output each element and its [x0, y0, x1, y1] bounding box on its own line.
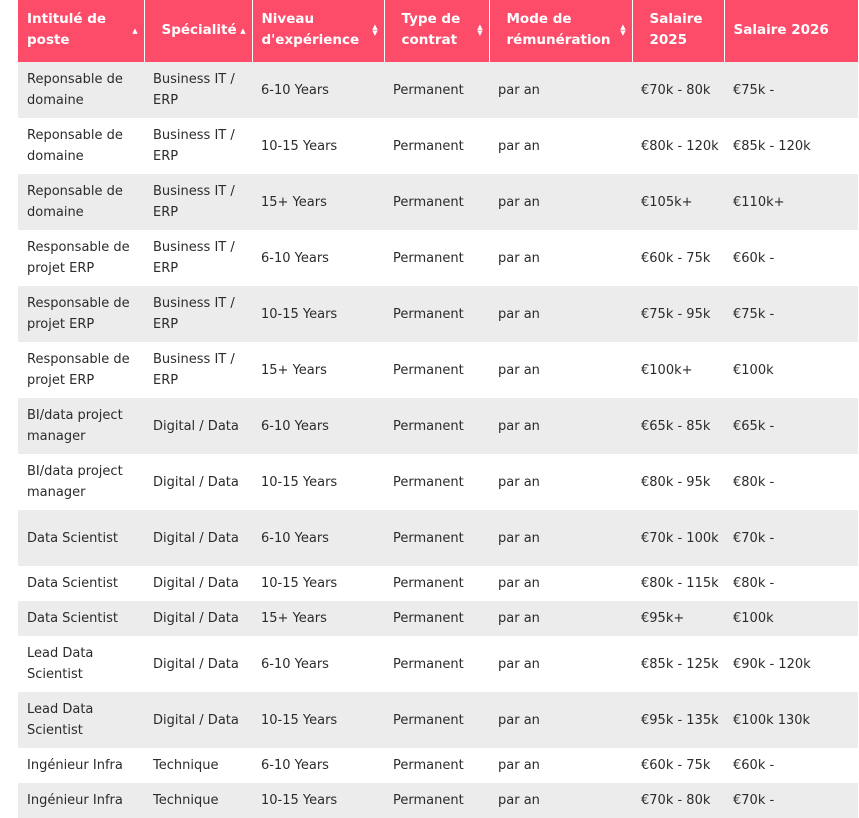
table-row: [18, 62, 858, 118]
cell-experience: 6-10 Years: [252, 748, 384, 783]
cell-job-title: Ingénieur Infra: [18, 748, 144, 783]
column-header-specialty[interactable]: [144, 0, 252, 62]
cell-specialty: Digital / Data: [144, 454, 252, 510]
cell-salary-2025: €100k+: [632, 342, 724, 398]
cell-specialty: Business IT / ERP: [144, 230, 252, 286]
cell-specialty: Digital / Data: [144, 692, 252, 748]
table-row: [18, 398, 858, 454]
cell-salary-2026: €60k -: [724, 230, 858, 286]
cell-experience: 10-15 Years: [252, 118, 384, 174]
cell-salary-2026: €80k -: [724, 454, 858, 510]
table-row: [18, 174, 858, 230]
cell-salary-2025: €85k - 125k: [632, 636, 724, 692]
cell-pay-mode: par an: [489, 636, 632, 692]
cell-experience: 10-15 Years: [252, 692, 384, 748]
cell-salary-2025: €65k - 85k: [632, 398, 724, 454]
cell-job-title: Data Scientist: [18, 566, 144, 601]
header-row: [18, 0, 858, 62]
cell-pay-mode: par an: [489, 398, 632, 454]
cell-pay-mode: par an: [489, 454, 632, 510]
cell-salary-2026: €75k -: [724, 62, 858, 118]
cell-salary-2025: €80k - 115k: [632, 566, 724, 601]
cell-job-title: Reponsable de domaine: [18, 118, 144, 174]
table-row: [18, 692, 858, 748]
table-row: [18, 510, 858, 566]
cell-salary-2025: €70k - 80k: [632, 783, 724, 818]
cell-specialty: Business IT / ERP: [144, 286, 252, 342]
cell-experience: 10-15 Years: [252, 286, 384, 342]
cell-specialty: Digital / Data: [144, 601, 252, 636]
table-row: [18, 636, 858, 692]
column-header-label: Intitulé de poste: [27, 11, 107, 48]
cell-pay-mode: par an: [489, 342, 632, 398]
column-header-label: Mode de rémunération: [506, 11, 611, 48]
sort-ascending-icon[interactable]: ▲: [132, 27, 138, 35]
cell-specialty: Business IT / ERP: [144, 118, 252, 174]
table-row: [18, 601, 858, 636]
column-header-salary-2026[interactable]: [724, 0, 858, 62]
column-header-label: Salaire 2026: [733, 21, 829, 38]
cell-experience: 15+ Years: [252, 174, 384, 230]
cell-job-title: Responsable de projet ERP: [18, 286, 144, 342]
cell-experience: 6-10 Years: [252, 510, 384, 566]
cell-job-title: Lead Data Scientist: [18, 692, 144, 748]
cell-salary-2026: €75k -: [724, 286, 858, 342]
cell-pay-mode: par an: [489, 601, 632, 636]
cell-contract-type: Permanent: [384, 398, 489, 454]
cell-job-title: Lead Data Scientist: [18, 636, 144, 692]
column-header-job-title[interactable]: [18, 0, 144, 62]
cell-contract-type: Permanent: [384, 601, 489, 636]
cell-salary-2025: €105k+: [632, 174, 724, 230]
column-header-pay-mode[interactable]: [489, 0, 632, 62]
cell-salary-2025: €80k - 120k: [632, 118, 724, 174]
cell-experience: 10-15 Years: [252, 566, 384, 601]
cell-pay-mode: par an: [489, 748, 632, 783]
cell-salary-2025: €95k - 135k: [632, 692, 724, 748]
cell-experience: 10-15 Years: [252, 454, 384, 510]
cell-contract-type: Permanent: [384, 174, 489, 230]
cell-salary-2026: €65k -: [724, 398, 858, 454]
cell-contract-type: Permanent: [384, 510, 489, 566]
cell-job-title: Ingénieur Infra: [18, 783, 144, 818]
table-row: [18, 230, 858, 286]
sort-toggle-icon[interactable]: ▲ ▼: [477, 23, 483, 37]
cell-job-title: Reponsable de domaine: [18, 174, 144, 230]
cell-salary-2026: €100k 130k: [724, 692, 858, 748]
column-header-label: Spécialité: [161, 21, 237, 38]
cell-pay-mode: par an: [489, 566, 632, 601]
table-header: [18, 0, 858, 62]
cell-salary-2026: €90k - 120k: [724, 636, 858, 692]
cell-specialty: Technique: [144, 783, 252, 818]
cell-experience: 6-10 Years: [252, 230, 384, 286]
table-body: [18, 62, 858, 818]
table-row: [18, 342, 858, 398]
cell-pay-mode: par an: [489, 692, 632, 748]
sort-toggle-icon[interactable]: ▲ ▼: [620, 23, 626, 37]
cell-contract-type: Permanent: [384, 748, 489, 783]
cell-pay-mode: par an: [489, 118, 632, 174]
cell-salary-2025: €80k - 95k: [632, 454, 724, 510]
cell-job-title: Data Scientist: [18, 601, 144, 636]
cell-pay-mode: par an: [489, 783, 632, 818]
cell-pay-mode: par an: [489, 174, 632, 230]
cell-salary-2025: €70k - 100k: [632, 510, 724, 566]
cell-specialty: Business IT / ERP: [144, 342, 252, 398]
table-row: [18, 118, 858, 174]
cell-salary-2025: €60k - 75k: [632, 230, 724, 286]
cell-contract-type: Permanent: [384, 454, 489, 510]
cell-contract-type: Permanent: [384, 286, 489, 342]
cell-experience: 6-10 Years: [252, 398, 384, 454]
cell-salary-2025: €70k - 80k: [632, 62, 724, 118]
cell-pay-mode: par an: [489, 286, 632, 342]
cell-salary-2026: €100k: [724, 342, 858, 398]
column-header-salary-2025[interactable]: [632, 0, 724, 62]
cell-pay-mode: par an: [489, 230, 632, 286]
cell-specialty: Digital / Data: [144, 566, 252, 601]
cell-salary-2026: €60k -: [724, 748, 858, 783]
cell-salary-2026: €70k -: [724, 510, 858, 566]
cell-salary-2025: €75k - 95k: [632, 286, 724, 342]
cell-salary-2025: €95k+: [632, 601, 724, 636]
cell-pay-mode: par an: [489, 510, 632, 566]
cell-pay-mode: par an: [489, 62, 632, 118]
cell-salary-2026: €110k+: [724, 174, 858, 230]
sort-toggle-icon[interactable]: ▲ ▼: [372, 23, 378, 37]
cell-specialty: Digital / Data: [144, 510, 252, 566]
cell-experience: 15+ Years: [252, 342, 384, 398]
cell-specialty: Technique: [144, 748, 252, 783]
table-row: [18, 566, 858, 601]
column-header-label: Niveau d'expérience: [261, 11, 360, 48]
cell-experience: 6-10 Years: [252, 62, 384, 118]
cell-job-title: Reponsable de domaine: [18, 62, 144, 118]
cell-contract-type: Permanent: [384, 118, 489, 174]
cell-job-title: Responsable de projet ERP: [18, 342, 144, 398]
cell-job-title: Data Scientist: [18, 510, 144, 566]
cell-salary-2025: €60k - 75k: [632, 748, 724, 783]
cell-experience: 10-15 Years: [252, 783, 384, 818]
table-row: [18, 286, 858, 342]
cell-job-title: BI/data project manager: [18, 454, 144, 510]
sort-ascending-icon[interactable]: ▲: [240, 27, 246, 35]
cell-contract-type: Permanent: [384, 230, 489, 286]
cell-specialty: Business IT / ERP: [144, 174, 252, 230]
table-row: [18, 748, 858, 783]
cell-contract-type: Permanent: [384, 692, 489, 748]
column-header-experience[interactable]: [252, 0, 384, 62]
cell-experience: 15+ Years: [252, 601, 384, 636]
column-header-contract-type[interactable]: [384, 0, 489, 62]
column-header-label: Type de contrat: [401, 11, 461, 48]
cell-salary-2026: €100k: [724, 601, 858, 636]
cell-contract-type: Permanent: [384, 342, 489, 398]
cell-contract-type: Permanent: [384, 62, 489, 118]
cell-specialty: Business IT / ERP: [144, 62, 252, 118]
salary-table: [18, 0, 859, 818]
cell-specialty: Digital / Data: [144, 636, 252, 692]
cell-contract-type: Permanent: [384, 636, 489, 692]
table-row: [18, 454, 858, 510]
cell-salary-2026: €85k - 120k: [724, 118, 858, 174]
cell-job-title: Responsable de projet ERP: [18, 230, 144, 286]
cell-salary-2026: €70k -: [724, 783, 858, 818]
cell-specialty: Digital / Data: [144, 398, 252, 454]
cell-job-title: BI/data project manager: [18, 398, 144, 454]
column-header-label: Salaire 2025: [649, 11, 703, 48]
table-row: [18, 783, 858, 818]
cell-salary-2026: €80k -: [724, 566, 858, 601]
cell-experience: 6-10 Years: [252, 636, 384, 692]
cell-contract-type: Permanent: [384, 566, 489, 601]
cell-contract-type: Permanent: [384, 783, 489, 818]
